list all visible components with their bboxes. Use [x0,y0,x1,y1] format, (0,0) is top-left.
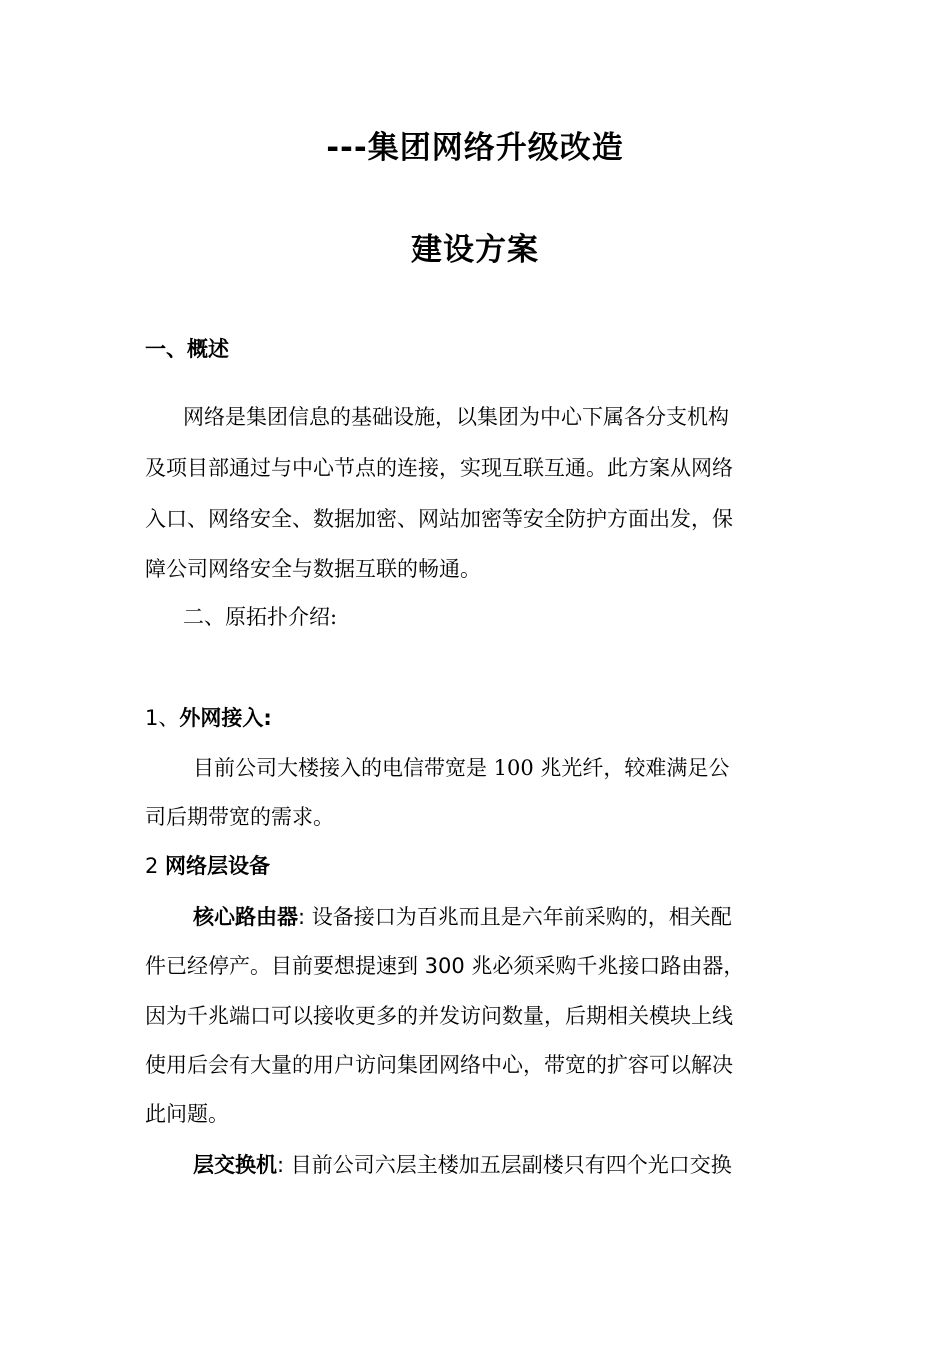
core-router-paragraph-line: 此问题。 [145,1102,229,1126]
document-title-line-1: ---集团网络升级改造 [326,130,624,166]
floor-switch-paragraph-line [193,1150,873,1180]
section-heading-overview: 一、概述 [145,337,229,361]
external-network-paragraph-line: 司后期带宽的需求。 [145,805,334,829]
overview-paragraph-line: 入口、网络安全、数据加密、网站加密等安全防护方面出发，保 [145,507,733,531]
floor-switch-text: : 目前公司六层主楼加五层副楼只有四个光口交换 [277,1153,732,1177]
core-router-paragraph-line [193,902,873,932]
subsection-number: 2 [145,854,166,878]
subsection-heading-network-devices [145,851,825,881]
subsection-number: 1、 [145,706,180,730]
floor-switch-label: 层交换机 [193,1153,277,1177]
overview-paragraph-line: 及项目部通过与中心节点的连接，实现互联互通。此方案从网络 [145,456,733,480]
external-network-paragraph-line: 目前公司大楼接入的电信带宽是 100 兆光纤，较难满足公 [193,756,730,780]
overview-paragraph-line: 障公司网络安全与数据互联的畅通。 [145,557,481,581]
overview-paragraph-line: 网络是集团信息的基础设施，以集团为中心下属各分支机构 [183,405,729,429]
subsection-heading-external-network [145,703,825,733]
core-router-paragraph-line: 使用后会有大量的用户访问集团网络中心，带宽的扩容可以解决 [145,1053,733,1077]
core-router-text: : 设备接口为百兆而且是六年前采购的，相关配 [298,905,732,929]
section-heading-topology: 二、原拓扑介绍: [183,605,338,629]
subsection-title: 网络层设备 [165,854,271,878]
core-router-label: 核心路由器 [193,905,298,929]
core-router-paragraph-line: 件已经停产。目前要想提速到 300 兆必须采购千兆接口路由器， [145,954,745,978]
core-router-paragraph-line: 因为千兆端口可以接收更多的并发访问数量，后期相关模块上线 [145,1004,733,1028]
subsection-title: 外网接入: [179,706,272,730]
document-title-line-2: 建设方案 [411,232,539,268]
